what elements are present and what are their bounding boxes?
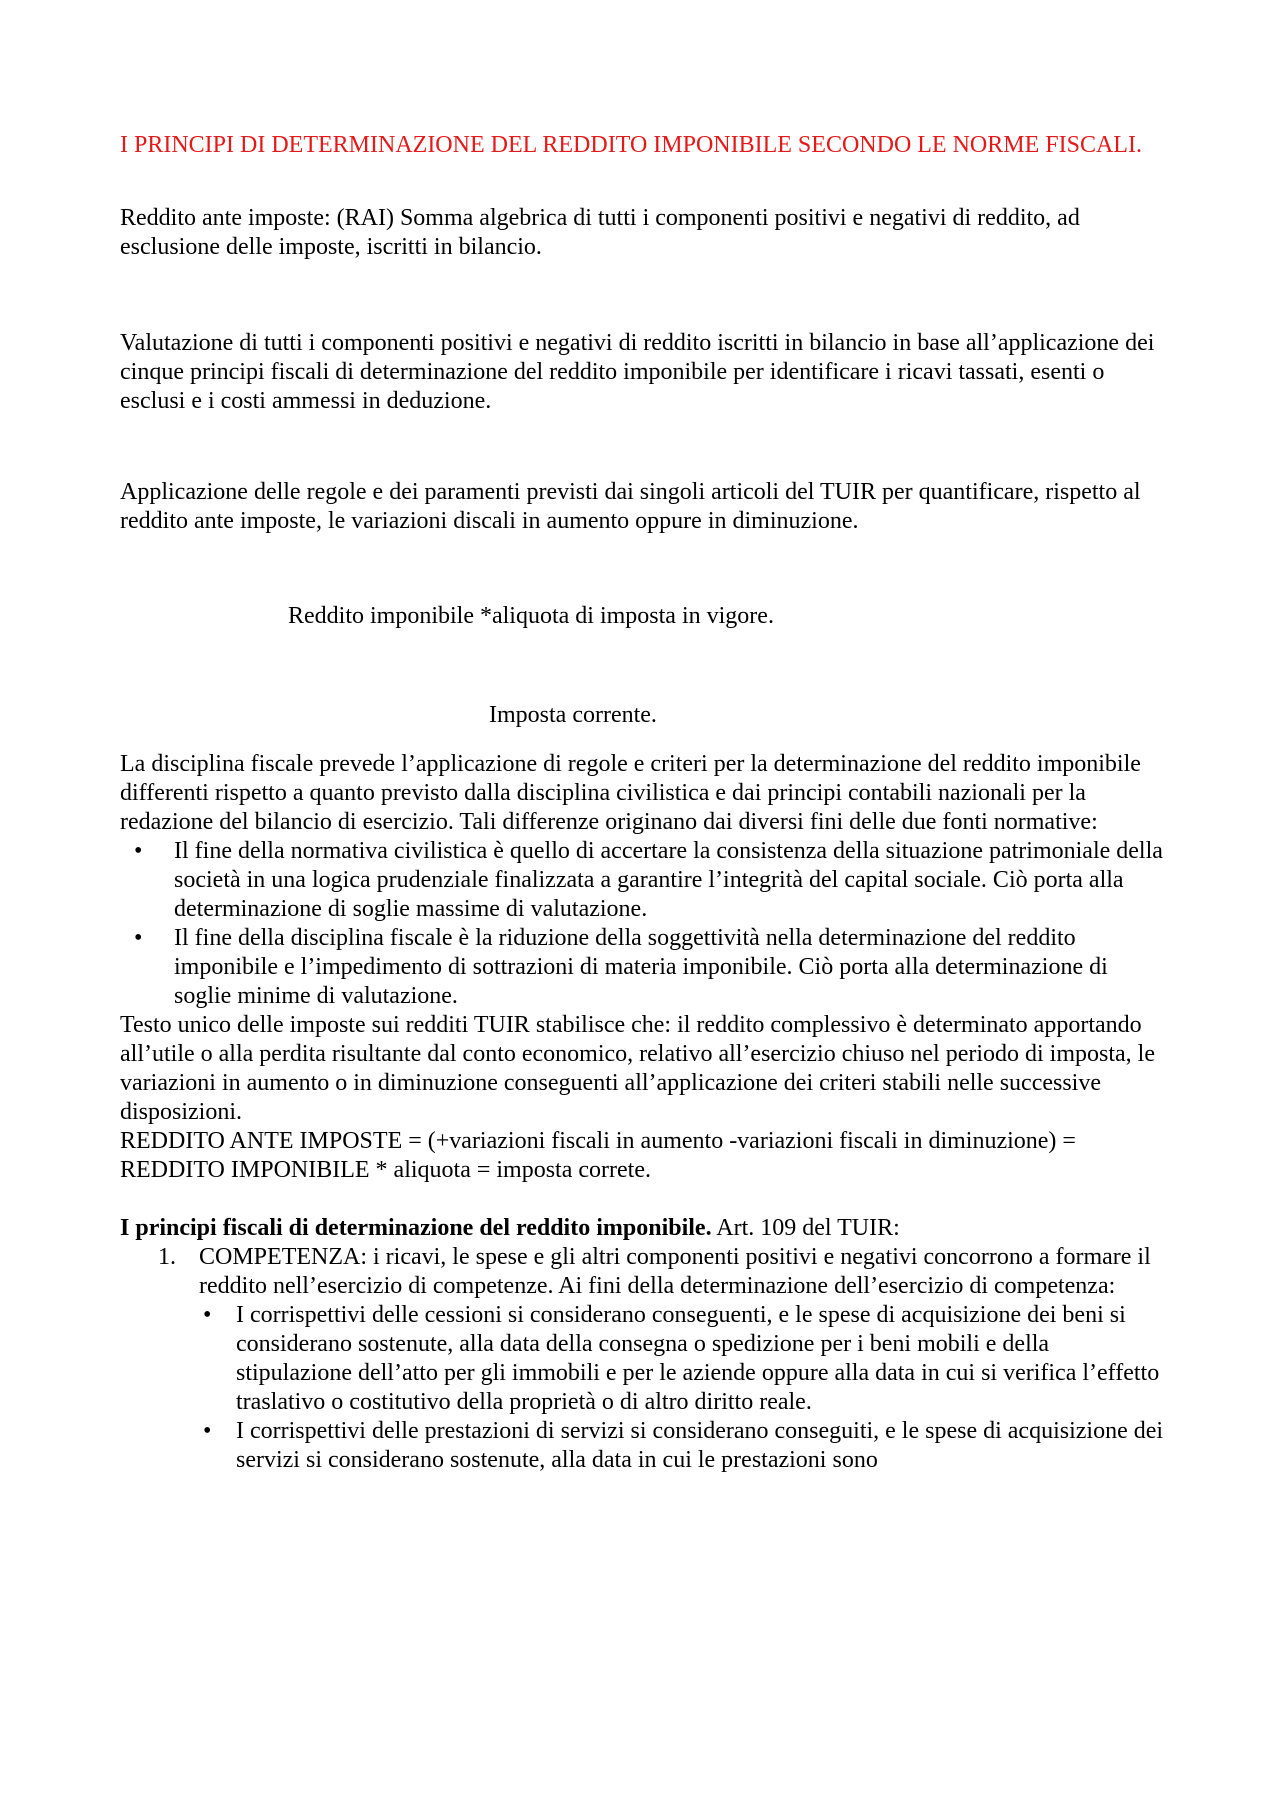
bullet-text: Il fine della normativa civilistica è quello di accertare la consistenza della situazione patrimoniale della società in una logica prudenziale finalizzata a garantire l’integrità del capital sociale. Ciò porta alla determinazione di soglie massime di valutazione. bbox=[174, 838, 1163, 922]
document-title: I PRINCIPI DI DETERMINAZIONE DEL REDDITO IMPONIBILE SECONDO LE NORME FISCALI. bbox=[120, 132, 1142, 158]
section-heading-rest: Art. 109 del TUIR: bbox=[711, 1215, 900, 1241]
formula-line: Reddito imponibile *aliquota di imposta in vigore. bbox=[288, 603, 774, 629]
paragraph-disciplina: La disciplina fiscale prevede l’applicazione di regole e criteri per la determinazione del reddito imponibile differenti rispetto a quanto previsto dalla disciplina civilistica e dai principi contabili nazionali per la redazione del bilancio di esercizio. Tali differenze originano dai diversi fini delle due fonti normative: bbox=[120, 751, 1141, 835]
bullet-marker: • bbox=[203, 1302, 212, 1328]
main-text-flow bbox=[120, 750, 1170, 1475]
bullet-list bbox=[120, 837, 1170, 1011]
bullet-marker: • bbox=[134, 838, 143, 864]
bullet-marker: • bbox=[134, 925, 143, 951]
numbered-item-text: COMPETENZA: i ricavi, le spese e gli altri componenti positivi e negativi concorrono a formare il reddito nell’esercizio di competenze. Ai fini della determinazione dell’esercizio di competenza: bbox=[199, 1244, 1151, 1299]
imposta-corrente-line: Imposta corrente. bbox=[489, 702, 657, 728]
paragraph-formula-caps: REDDITO ANTE IMPOSTE = (+variazioni fiscali in aumento -variazioni fiscali in diminuzione) = REDDITO IMPONIBILE * aliquota = imposta correte. bbox=[120, 1128, 1076, 1183]
bullet-marker: • bbox=[203, 1418, 212, 1444]
paragraph-applicazione: Applicazione delle regole e dei paramenti previsti dai singoli articoli del TUIR per quantificare, rispetto al reddito ante imposte, le variazioni discali in aumento oppure in diminuzione. bbox=[120, 479, 1141, 534]
bullet-text: Il fine della disciplina fiscale è la riduzione della soggettività nella determinazione del reddito imponibile e l’impedimento di sottrazioni di materia imponibile. Ciò porta alla determinazione di soglie minime di valutazione. bbox=[174, 925, 1108, 1009]
numbered-item bbox=[120, 1243, 1170, 1475]
paragraph-rai: Reddito ante imposte: (RAI) Somma algebrica di tutti i componenti positivi e negativi di reddito, ad esclusione delle imposte, iscritti in bilancio. bbox=[120, 205, 1080, 260]
number-marker: 1. bbox=[158, 1244, 176, 1270]
numbered-list bbox=[120, 1243, 1170, 1475]
sub-bullet-text: I corrispettivi delle cessioni si considerano conseguenti, e le spese di acquisizione dei beni si considerano sostenute, alla data della consegna o spedizione per i beni mobili e della stipulazione dell’atto per gli immobili e per le aziende oppure alla data in cui si verifica l’effetto traslativo o costitutivo della proprietà o di altro diritto reale. bbox=[236, 1302, 1160, 1415]
list-item bbox=[199, 1301, 1170, 1417]
sub-bullet-list bbox=[199, 1301, 1170, 1475]
section-heading-bold: I principi fiscali di determinazione del reddito imponibile. bbox=[120, 1215, 712, 1241]
paragraph-testo-unico: Testo unico delle imposte sui redditi TUIR stabilisce che: il reddito complessivo è determinato apportando all’utile o alla perdita risultante dal conto economico, relativo all’esercizio chiuso nel periodo di imposta, le variazioni in aumento o in diminuzione conseguenti all’applicazione dei criteri stabili nelle successive disposizioni. bbox=[120, 1012, 1155, 1125]
paragraph-valutazione: Valutazione di tutti i componenti positivi e negativi di reddito iscritti in bilancio in base all’applicazione dei cinque principi fiscali di determinazione del reddito imponibile per identificare i ricavi tassati, esenti o esclusi e i costi ammessi in deduzione. bbox=[120, 330, 1155, 414]
section-heading bbox=[120, 1214, 1170, 1243]
list-item bbox=[120, 837, 1170, 924]
sub-bullet-text: I corrispettivi delle prestazioni di servizi si considerano conseguiti, e le spese di acquisizione dei servizi si considerano sostenute, alla data in cui le prestazioni sono bbox=[236, 1418, 1164, 1473]
list-item bbox=[199, 1417, 1170, 1475]
list-item bbox=[120, 924, 1170, 1011]
